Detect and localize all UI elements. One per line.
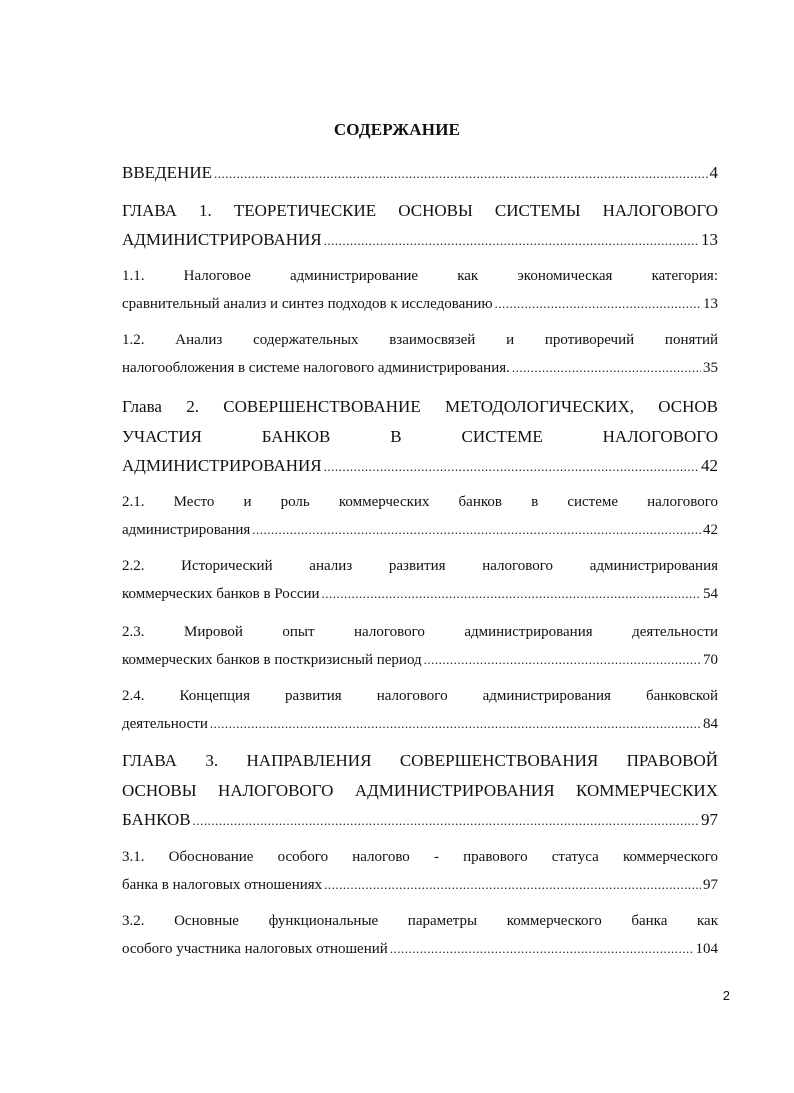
toc-page-number: 13 <box>703 296 718 312</box>
dot-leader <box>252 522 701 538</box>
toc-entry-section-3-1[interactable] <box>122 847 718 894</box>
toc-entry-title-cont: БАНКОВ <box>122 810 191 829</box>
toc-entry-title-cont: коммерческих банков в России <box>122 586 320 602</box>
toc-entry-chapter-1[interactable] <box>122 200 718 250</box>
toc-entry-section-3-2[interactable] <box>122 911 718 958</box>
toc-entry-chapter-2[interactable] <box>122 396 718 476</box>
toc-line <box>122 716 718 733</box>
toc-entry-title: ВВЕДЕНИЕ <box>122 163 212 182</box>
toc-line <box>122 360 718 377</box>
toc-entry-title-cont: налогообложения в системе налогового администрирования. <box>122 360 510 376</box>
toc-entry-title: 3.1. Обоснование особого налогово - правового статуса коммерческого <box>122 849 718 865</box>
dot-leader <box>322 586 701 602</box>
toc-entry-title: 1.2. Анализ содержательных взаимосвязей и противоречий понятий <box>122 332 718 348</box>
toc-page-number: 42 <box>701 456 718 475</box>
toc-entry-title: 2.4. Концепция развития налогового администрирования банковской <box>122 688 718 704</box>
toc-entry-title-cont: сравнительный анализ и синтез подходов к исследованию <box>122 296 493 312</box>
toc-entry-section-1-2[interactable] <box>122 330 718 377</box>
toc-line <box>122 456 718 476</box>
toc-entry-title-cont: АДМИНИСТРИРОВАНИЯ <box>122 456 322 475</box>
dot-leader <box>424 652 701 668</box>
toc-line <box>122 652 718 669</box>
dot-leader <box>214 166 708 182</box>
toc-entry-title: Глава 2. СОВЕРШЕНСТВОВАНИЕ МЕТОДОЛОГИЧЕСКИХ, ОСНОВ <box>122 397 718 416</box>
toc-entry-title-cont: банка в налоговых отношениях <box>122 877 323 893</box>
toc-line <box>122 877 718 894</box>
toc-entry-title-cont: особого участника налоговых отношений <box>122 941 388 957</box>
toc-page-number: 104 <box>695 941 718 957</box>
toc-page-number: 13 <box>701 230 718 249</box>
toc-page-number: 35 <box>703 360 718 376</box>
dot-leader <box>193 813 699 829</box>
toc-line <box>122 586 718 603</box>
toc-entry-section-2-3[interactable] <box>122 622 718 669</box>
toc-entry-title: 2.3. Мировой опыт налогового администрирования деятельности <box>122 624 718 640</box>
toc-line <box>122 163 718 183</box>
toc-entry-title: 1.1. Налоговое администрирование как экономическая категория: <box>122 268 718 284</box>
toc-entry-title-cont: коммерческих банков в посткризисный период <box>122 652 422 668</box>
toc-page-number: 84 <box>703 716 718 732</box>
toc-line <box>122 296 718 313</box>
dot-leader <box>390 941 694 957</box>
dot-leader <box>495 296 701 312</box>
toc-entry-title: ГЛАВА 3. НАПРАВЛЕНИЯ СОВЕРШЕНСТВОВАНИЯ ПРАВОВОЙ <box>122 751 718 770</box>
toc-entry-section-2-1[interactable] <box>122 492 718 539</box>
toc-line <box>122 522 718 539</box>
toc-entry-title: 3.2. Основные функциональные параметры коммерческого банка как <box>122 913 718 929</box>
toc-entry-title-cont: АДМИНИСТРИРОВАНИЯ <box>122 230 322 249</box>
dot-leader <box>512 360 701 376</box>
toc-entry-title-cont: администрирования <box>122 522 251 538</box>
dot-leader <box>324 233 699 249</box>
toc-page-number: 42 <box>703 522 718 538</box>
page-number: 2 <box>722 988 730 1003</box>
toc-line <box>122 810 718 830</box>
toc-entry-title-cont: ОСНОВЫ НАЛОГОВОГО АДМИНИСТРИРОВАНИЯ КОММЕРЧЕСКИХ <box>122 781 718 800</box>
toc-entry-section-1-1[interactable] <box>122 266 718 313</box>
toc-entry-introduction[interactable] <box>122 163 718 183</box>
toc-page-number: 70 <box>703 652 718 668</box>
dot-leader <box>210 716 701 732</box>
toc-page-number: 54 <box>703 586 718 602</box>
toc-page-number: 4 <box>709 163 718 182</box>
toc-entry-section-2-2[interactable] <box>122 556 718 603</box>
toc-page-number: 97 <box>703 877 718 893</box>
dot-leader <box>324 459 699 475</box>
toc-line <box>122 230 718 250</box>
toc-entry-title: 2.1. Место и роль коммерческих банков в системе налогового <box>122 494 718 510</box>
toc-entry-title-cont: деятельности <box>122 716 208 732</box>
toc-entry-title-cont: УЧАСТИЯ БАНКОВ В СИСТЕМЕ НАЛОГОВОГО <box>122 427 718 446</box>
dot-leader <box>324 877 701 893</box>
page-title: СОДЕРЖАНИЕ <box>333 120 461 139</box>
toc-page-number: 97 <box>701 810 718 829</box>
toc-entry-title: 2.2. Исторический анализ развития налогового администрирования <box>122 558 718 574</box>
toc-line <box>122 941 718 958</box>
toc-entry-title: ГЛАВА 1. ТЕОРЕТИЧЕСКИЕ ОСНОВЫ СИСТЕМЫ НАЛОГОВОГО <box>122 201 718 220</box>
toc-entry-chapter-3[interactable] <box>122 750 718 830</box>
toc-entry-section-2-4[interactable] <box>122 686 718 733</box>
